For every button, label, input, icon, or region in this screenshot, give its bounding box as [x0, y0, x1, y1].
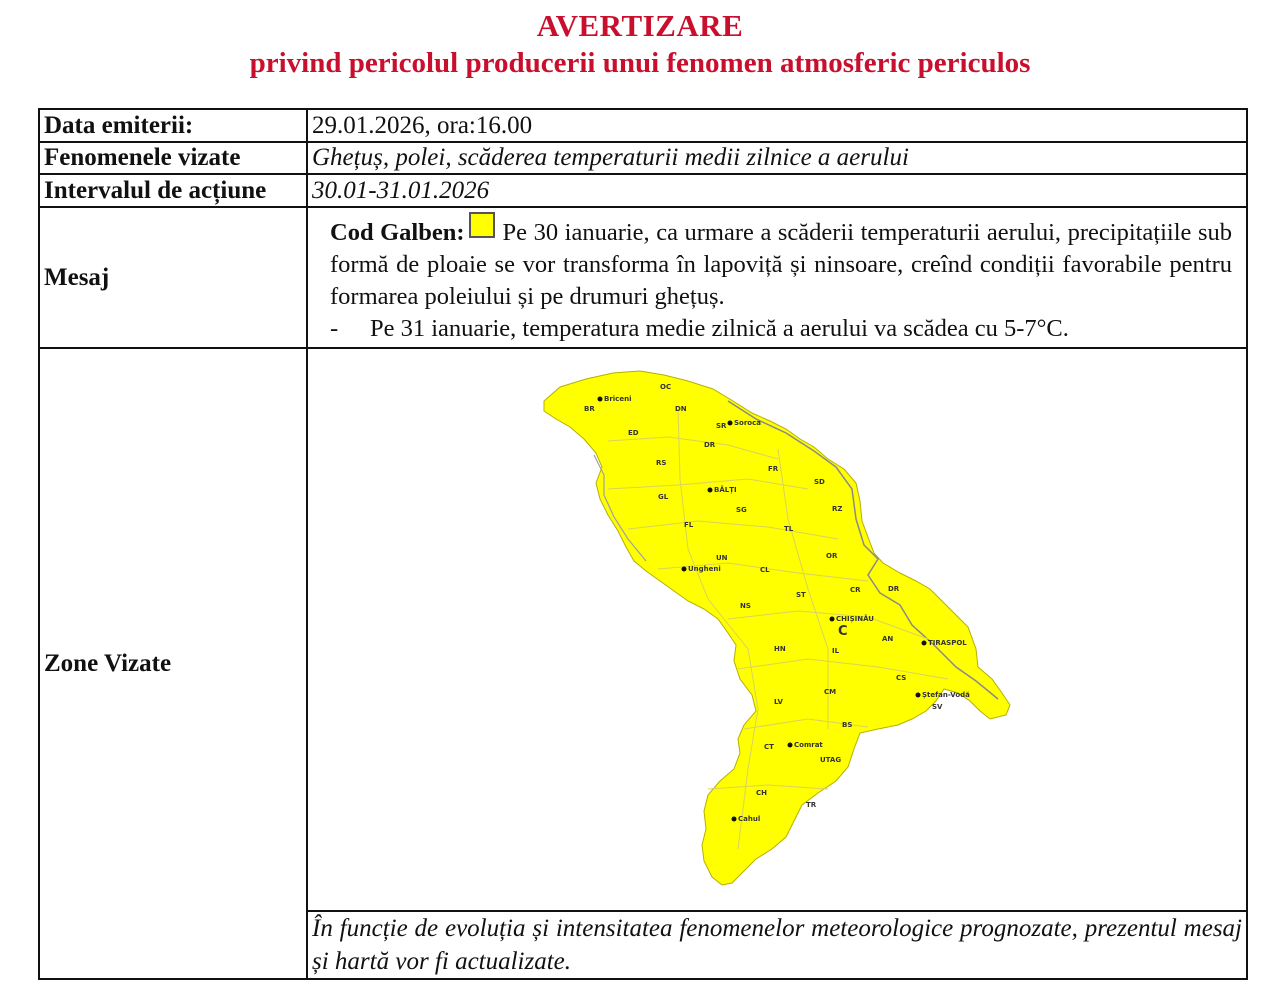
district-code-tr: TR	[806, 801, 817, 809]
district-code-st: ST	[796, 591, 806, 599]
district-code-sd: SD	[814, 478, 825, 486]
district-code-sv: SV	[932, 703, 943, 711]
city-dot	[830, 617, 835, 622]
district-code-br: BR	[584, 405, 595, 413]
city-label: Briceni	[604, 395, 632, 403]
district-code-ct: CT	[764, 743, 774, 751]
zones-label: Zone Vizate	[39, 348, 307, 979]
message-text-1: Pe 30 ianuarie, ca urmare a scăderii temperaturii aerului, precipitațiile sub formă de ploaie se vor transforma în lapoviță și ninsoare, creînd condiții favorabile pentru formarea poleiului și pe drumuri ghețuș.	[330, 219, 1233, 310]
district-code-cs: CS	[896, 674, 907, 682]
interval-label: Intervalul de acțiune	[39, 174, 307, 207]
document-subtitle: privind pericolul producerii unui fenomen atmosferic periculos	[249, 47, 1031, 79]
district-code-lv: LV	[774, 698, 783, 706]
city-dot	[732, 817, 737, 822]
footnote: În funcție de evoluția și intensitatea fenomenelor meteorologice prognozate, prezentul mesaj și hartă vor fi actualizate.	[307, 911, 1247, 979]
city-label: Ungheni	[688, 565, 721, 573]
city-label: Cahul	[738, 815, 761, 823]
district-code-oc: OC	[660, 383, 672, 391]
city-dot	[682, 567, 687, 572]
issue-date-value: 29.01.2026, ora:16.00	[307, 109, 1247, 142]
district-code-il: IL	[832, 647, 840, 655]
district-code-sr: SR	[716, 422, 727, 430]
phenomena-value: Ghețuș, polei, scăderea temperaturii medii zilnice a aerului	[307, 142, 1247, 174]
message-body	[312, 208, 1242, 347]
district-code-cm: CM	[824, 688, 837, 696]
city-dot	[598, 397, 603, 402]
warning-table	[38, 108, 1248, 980]
district-code-ns: NS	[740, 602, 751, 610]
city-label: TIRASPOL	[928, 639, 967, 647]
interval-value: 30.01-31.01.2026	[307, 174, 1247, 207]
city-label: Comrat	[794, 741, 823, 749]
message-cell	[307, 207, 1247, 348]
district-code-dn: DN	[675, 405, 687, 413]
yellow-code-swatch	[469, 212, 495, 238]
district-code-an: AN	[882, 635, 894, 643]
issue-date-label: Data emiterii:	[39, 109, 307, 142]
district-code-rz: RZ	[832, 505, 843, 513]
district-code-or: OR	[826, 552, 838, 560]
district-code-tl: TL	[784, 525, 794, 533]
code-label: Cod Galben:	[330, 219, 465, 246]
city-label: BĂLȚI	[714, 486, 737, 494]
phenomena-label: Fenomenele vizate	[39, 142, 307, 174]
district-code-hn: HN	[774, 645, 786, 653]
district-code-dr: DR	[888, 585, 900, 593]
district-code-rs: RS	[656, 459, 667, 467]
district-code-ed: ED	[628, 429, 639, 437]
city-dot	[708, 488, 713, 493]
bullet-dash: -	[330, 315, 339, 342]
city-label: Soroca	[734, 419, 761, 427]
district-code-bs: BS	[842, 721, 853, 729]
message-bullet	[330, 313, 1232, 345]
document-title: AVERTIZARE	[536, 8, 744, 43]
district-code-cl: CL	[760, 566, 770, 574]
district-code-utag: UTAG	[820, 756, 842, 764]
row-phenomena	[39, 142, 1247, 174]
city-dot	[922, 641, 927, 646]
district-code-fl: FL	[684, 521, 694, 529]
district-code-un: UN	[716, 554, 728, 562]
district-code-sg: SG	[736, 506, 747, 514]
moldova-warning-map	[308, 349, 1248, 905]
district-code-c: C	[838, 624, 848, 639]
district-code-dr: DR	[704, 441, 716, 449]
row-interval	[39, 174, 1247, 207]
row-zones	[39, 348, 1247, 911]
city-dot	[788, 743, 793, 748]
city-label: Ștefan-Vodă	[922, 691, 970, 699]
district-code-fr: FR	[768, 465, 779, 473]
row-issue-date	[39, 109, 1247, 142]
message-label: Mesaj	[39, 207, 307, 348]
message-text-2: Pe 31 ianuarie, temperatura medie zilnică a aerului va scădea cu 5-7°C.	[370, 315, 1069, 342]
city-dot	[728, 421, 733, 426]
district-code-ch: CH	[756, 789, 767, 797]
district-code-gl: GL	[658, 493, 669, 501]
map-cell	[307, 348, 1247, 911]
district-code-cr: CR	[850, 586, 861, 594]
moldova-territory	[544, 371, 1010, 885]
city-dot	[916, 693, 921, 698]
city-label: CHIȘINĂU	[836, 615, 874, 623]
row-message	[39, 207, 1247, 348]
